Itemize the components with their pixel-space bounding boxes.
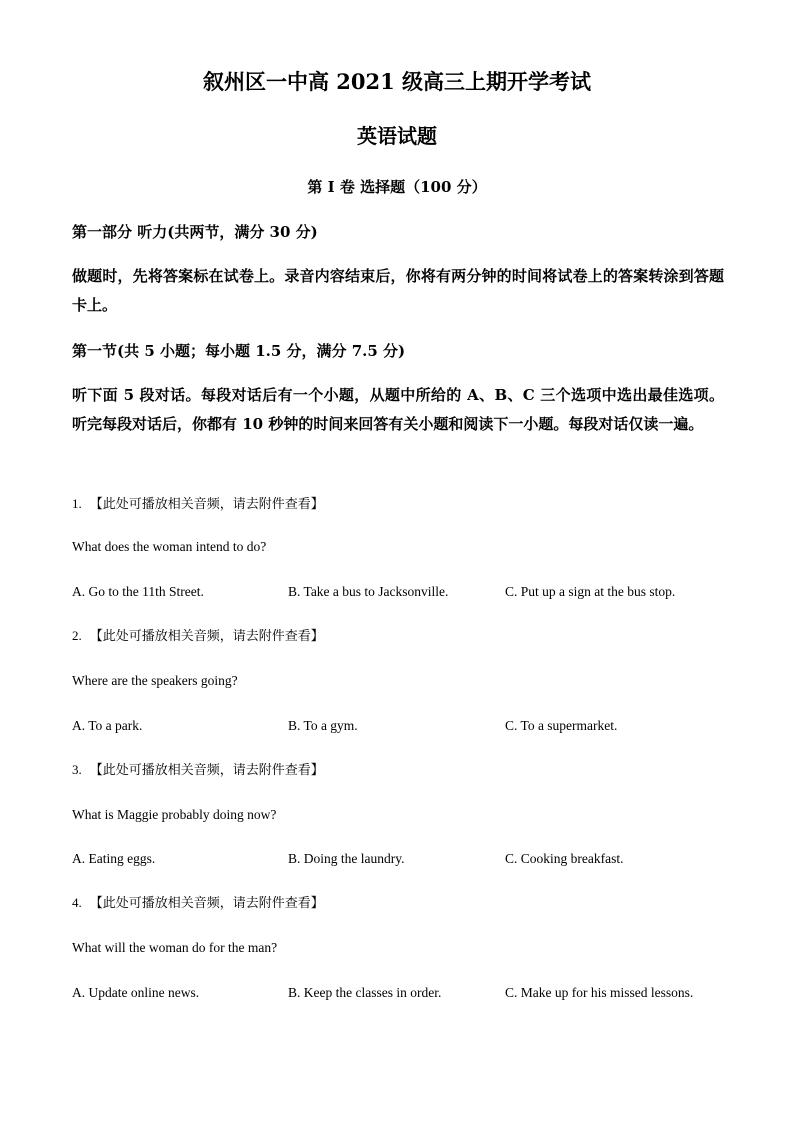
- volume-heading: 第 I 卷 选择题（100 分）: [307, 178, 487, 196]
- question-3-option-c: C. Cooking breakfast.: [505, 851, 624, 866]
- question-1-option-b: B. Take a bus to Jacksonville.: [288, 584, 449, 599]
- question-1-text: What does the woman intend to do?: [72, 539, 267, 554]
- question-number: 3.: [72, 762, 82, 777]
- question-number: 1.: [72, 496, 82, 511]
- question-number: 4.: [72, 895, 82, 910]
- audio-note[interactable]: 【此处可播放相关音频，请去附件查看】: [89, 895, 324, 910]
- question-2-option-a: A. To a park.: [72, 718, 143, 733]
- question-4-option-b: B. Keep the classes in order.: [288, 985, 442, 1000]
- section1-heading: 第一节(共 5 小题；每小题 1.5 分，满分 7.5 分): [72, 342, 406, 360]
- audio-note[interactable]: 【此处可播放相关音频，请去附件查看】: [89, 496, 324, 511]
- question-2-audio-note: [72, 627, 324, 645]
- question-1-audio-note: [72, 495, 324, 513]
- question-3-option-a: A. Eating eggs.: [72, 851, 156, 866]
- question-2-option-b: B. To a gym.: [288, 718, 358, 733]
- question-3-option-b: B. Doing the laundry.: [288, 851, 405, 866]
- question-4-option-c: C. Make up for his missed lessons.: [505, 985, 694, 1000]
- exam-title: 叙州区一中高 2021 级高三上期开学考试: [202, 69, 592, 94]
- question-2-option-c: C. To a supermarket.: [505, 718, 618, 733]
- question-1-option-c: C. Put up a sign at the bus stop.: [505, 584, 676, 599]
- audio-note[interactable]: 【此处可播放相关音频，请去附件查看】: [89, 762, 324, 777]
- audio-note[interactable]: 【此处可播放相关音频，请去附件查看】: [89, 628, 324, 643]
- question-3-audio-note: [72, 761, 324, 779]
- question-1-option-a: A. Go to the 11th Street.: [72, 584, 204, 599]
- subject-title: 英语试题: [357, 124, 437, 148]
- section1-instruction: 听下面 5 段对话。每段对话后有一个小题，从题中所给的 A、B、C 三个选项中选出最佳选项。听完每段对话后，你都有 10 秒钟的时间来回答有关小题和阅读下一小题。每段对话仅读一遍。: [72, 386, 724, 433]
- question-4-audio-note: [72, 894, 324, 912]
- question-2-text: Where are the speakers going?: [72, 673, 238, 688]
- question-4-text: What will the woman do for the man?: [72, 940, 278, 955]
- part1-heading: 第一部分 听力(共两节，满分 30 分): [72, 223, 318, 241]
- part1-instruction: 做题时，先将答案标在试卷上。录音内容结束后，你将有两分钟的时间将试卷上的答案转涂到答题卡上。: [72, 267, 724, 314]
- question-4-option-a: A. Update online news.: [72, 985, 200, 1000]
- question-3-text: What is Maggie probably doing now?: [72, 807, 277, 822]
- question-number: 2.: [72, 628, 82, 643]
